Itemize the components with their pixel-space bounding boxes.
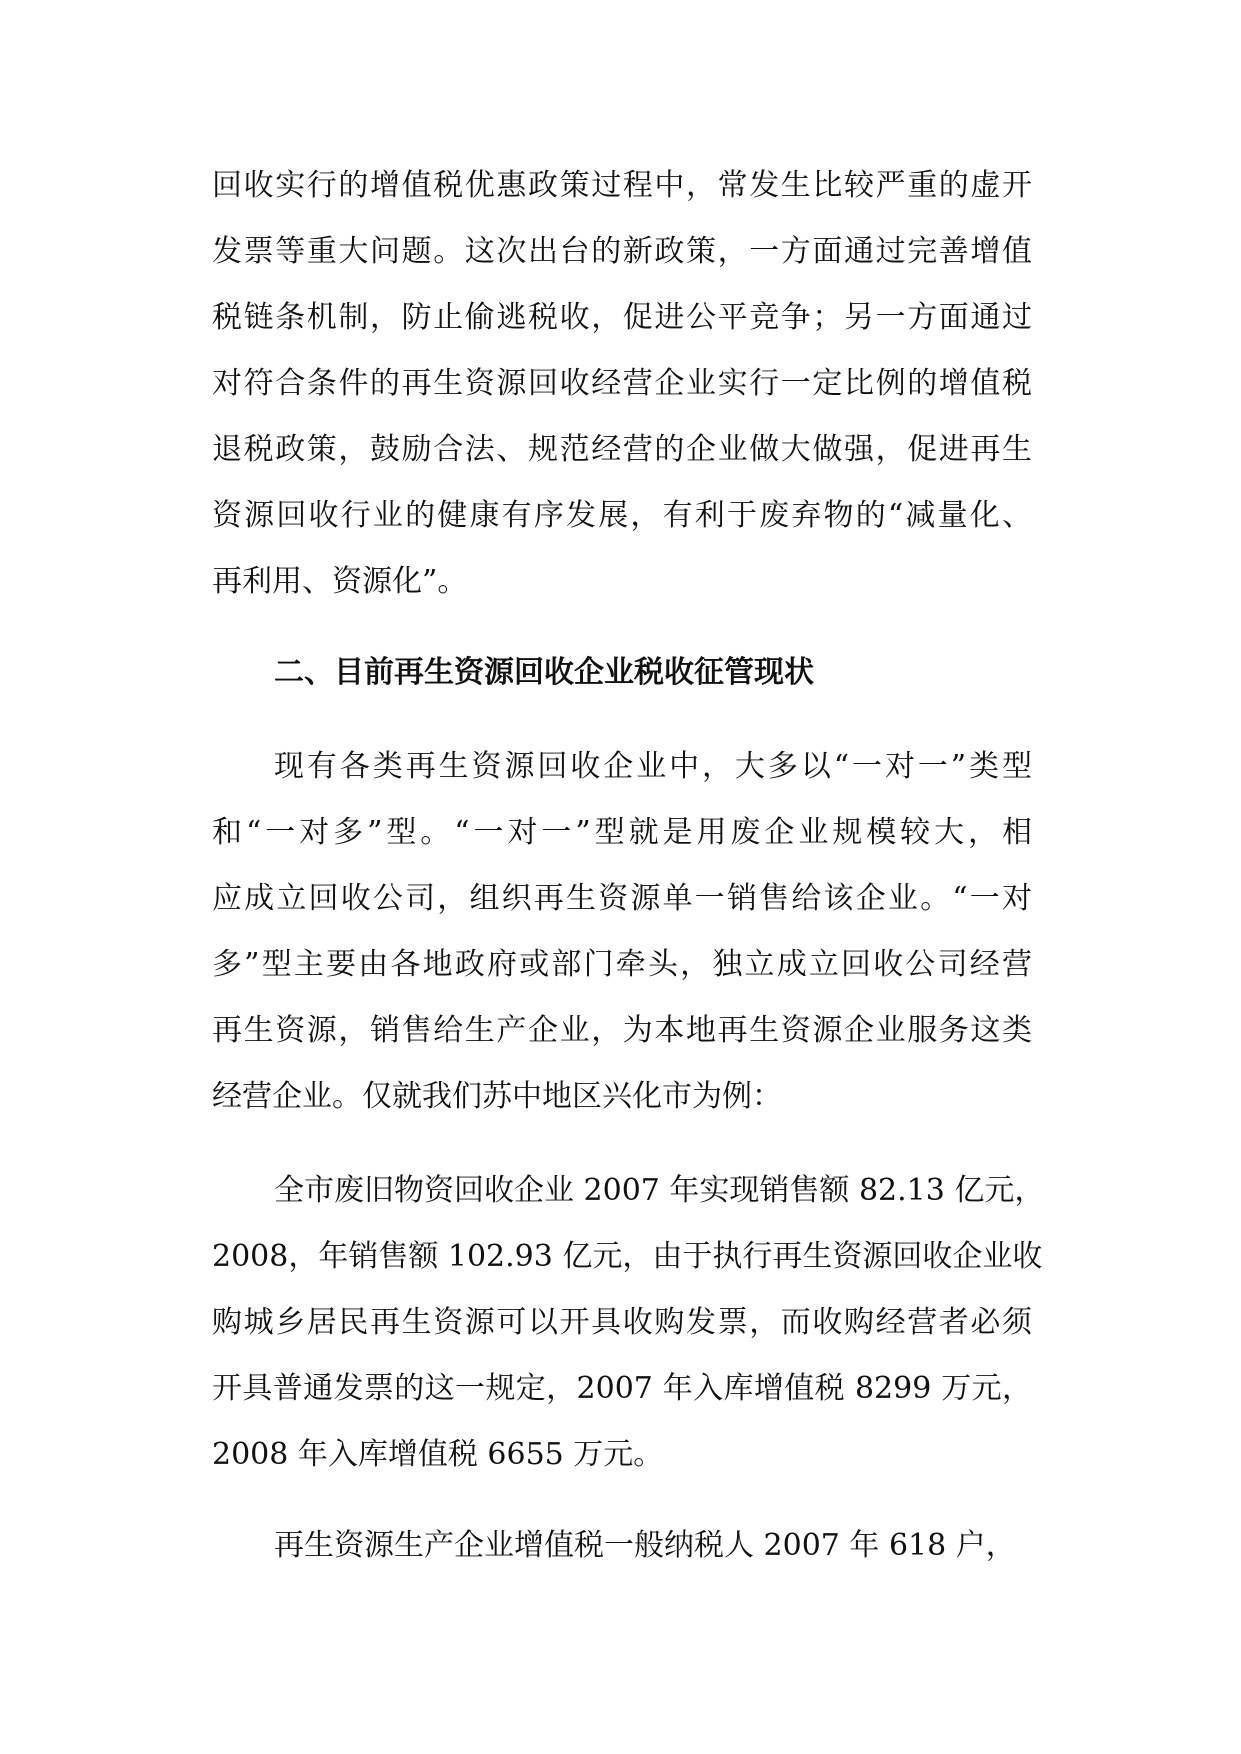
text-line: 和“一对多”型。“一对一”型就是用废企业规模较大，相 [212,815,1032,850]
text-line: 2008 年入库增值税 6655 万元。 [212,1437,664,1472]
text-line: 现有各类再生资源回收企业中，大多以“一对一”类型 [274,749,1032,784]
text-line: 再利用、资源化”。 [212,564,468,599]
paragraph-sales-statistics [212,1158,1045,1488]
text-line: 2008，年销售额 102.93 亿元，由于执行再生资源回收企业收 [212,1239,1043,1274]
text-line: 退税政策，鼓励合法、规范经营的企业做大做强，促进再生 [212,432,1032,467]
text-line: 发票等重大问题。这次出台的新政策，一方面通过完善增值 [212,234,1032,269]
paragraph-vat-policy-background [212,153,1032,615]
text-line: 回收实行的增值税优惠政策过程中，常发生比较严重的虚开 [212,168,1032,203]
text-line: 应成立回收公司，组织再生资源单一销售给该企业。“一对 [212,881,1032,916]
text-line: 税链条机制，防止偷逃税收，促进公平竞争；另一方面通过 [212,300,1032,335]
paragraph-taxpayer-count [212,1513,1032,1579]
text-line: 多”型主要由各地政府或部门牵头，独立成立回收公司经营 [212,947,1032,982]
text-line: 再生资源，销售给生产企业，为本地再生资源企业服务这类 [212,1013,1032,1048]
text-line: 再生资源生产企业增值税一般纳税人 2007 年 618 户， [274,1528,1016,1563]
text-line: 经营企业。仅就我们苏中地区兴化市为例： [212,1079,782,1114]
text-line: 资源回收行业的健康有序发展，有利于废弃物的“减量化、 [212,498,1032,533]
text-line: 开具普通发票的这一规定，2007 年入库增值税 8299 万元， [212,1371,1032,1406]
text-line: 购城乡居民再生资源可以开具收购发票，而收购经营者必须 [212,1305,1032,1340]
text-line: 对符合条件的再生资源回收经营企业实行一定比例的增值税 [212,366,1032,401]
section-heading: 二、目前再生资源回收企业税收征管现状 [274,655,814,690]
text-line: 全市废旧物资回收企业 2007 年实现销售额 82.13 亿元， [274,1173,1045,1208]
paragraph-enterprise-types [212,734,1032,1130]
